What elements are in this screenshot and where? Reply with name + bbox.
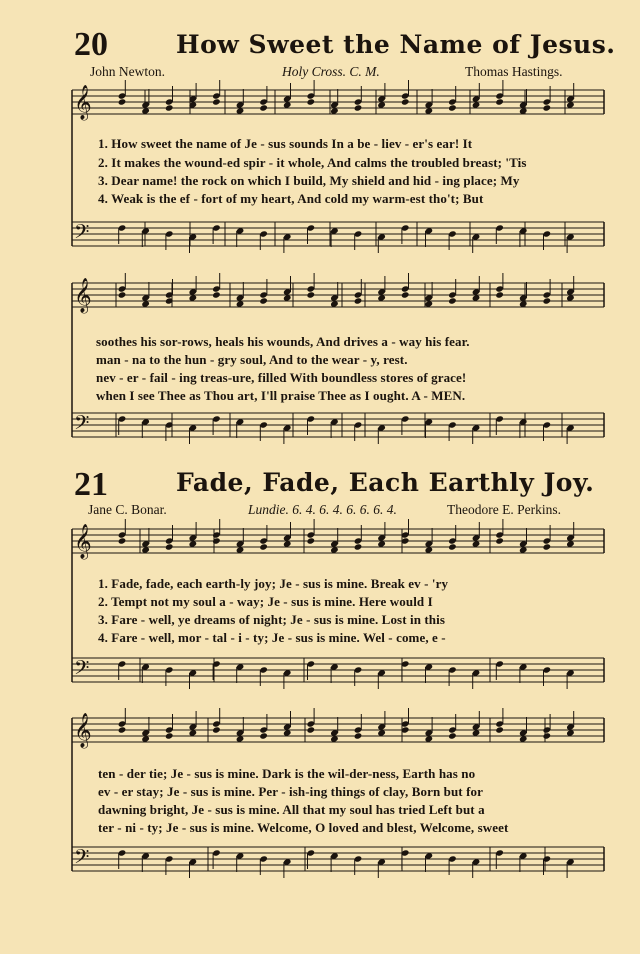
- h20-system2-note-head: [448, 297, 457, 304]
- h21-system1-note-head: [543, 543, 552, 550]
- hymn20-composer: Thomas Hastings.: [465, 64, 563, 79]
- h21-system1-note-head: [259, 543, 268, 550]
- hymn21-verse3-b: dawning bright, Je - sus is mine. All that my soul has tried Left but a: [98, 802, 485, 817]
- h21-system2-note-head: [118, 726, 127, 733]
- h21-system1-note-head: [212, 537, 221, 544]
- hymn20-verse1-a: 1. How sweet the name of Je - sus sounds In a be - liev - er's ear! It: [98, 136, 473, 151]
- hymn20-verse4-a: 4. Weak is the ef - fort of my heart, And cold my warm-est tho't; But: [98, 191, 484, 206]
- h20-system1-note-head: [212, 98, 221, 105]
- hymn-number-21: 21: [74, 466, 108, 503]
- hymn20-verse2-b: man - na to the hun - gry soul, And to the wear - y, rest.: [96, 352, 408, 367]
- hymn21-verse3-a: 3. Fare - well, ye dreams of night; Je - sus is mine. Lost in this: [98, 612, 445, 627]
- h20-system1-note-head: [118, 98, 127, 105]
- h20-system1-note-head: [495, 98, 504, 105]
- hymn-title-20: How Sweet the Name of Jesus.: [176, 30, 616, 59]
- h20-system1-note-head: [165, 104, 174, 111]
- hymn21-tune: Lundie. 6. 4. 6. 4. 6. 6. 6. 4.: [248, 502, 397, 517]
- h20-system1-note-head: [354, 104, 363, 111]
- h21-system2-bass-clef-icon: 𝄢: [74, 845, 90, 873]
- hymn21-verse4-a: 4. Fare - well, mor - tal - i - ty; Je - sus is mine. Wel - come, e -: [98, 630, 446, 645]
- hymn21-verse2-b: ev - er stay; Je - sus is mine. Per - ish-ing things of clay, Born but for: [98, 784, 483, 799]
- hymn21-composer: Theodore E. Perkins.: [447, 502, 561, 517]
- h21-system2-note-head: [212, 726, 221, 733]
- hymn21-verse1-a: 1. Fade, fade, each earth-ly joy; Je - sus is mine. Break ev - 'ry: [98, 576, 449, 591]
- hymn20-author: John Newton.: [90, 64, 165, 79]
- hymn-title-21: Fade, Fade, Each Earthly Joy.: [176, 468, 595, 497]
- hymn21-author: Jane C. Bonar.: [88, 502, 167, 517]
- h21-system1-note-head: [118, 537, 127, 544]
- h20-system1-note-head: [543, 104, 552, 111]
- h20-system2-note-head: [118, 291, 127, 298]
- h20-system1-note-head: [259, 104, 268, 111]
- h20-system2-note-head: [401, 291, 410, 298]
- h20-system1-bass-clef-icon: 𝄢: [74, 220, 90, 248]
- h21-system2-treble-clef-icon: 𝄞: [74, 713, 92, 748]
- h21-system1-note-head: [307, 537, 316, 544]
- h21-system1-note-head: [354, 543, 363, 550]
- h21-system2-note-head: [165, 732, 174, 739]
- h21-system1-bass-clef-icon: 𝄢: [74, 656, 90, 684]
- hymn20-verse3-a: 3. Dear name! the rock on which I build, My shield and hid - ing place; My: [98, 173, 520, 188]
- h21-system2-note-head: [495, 726, 504, 733]
- h20-system2-bass-clef-icon: 𝄢: [74, 411, 90, 439]
- hymn20-verse4-b: when I see Thee as Thou art, I'll praise Thee as I ought. A - MEN.: [96, 388, 466, 403]
- h20-system1-note-head: [448, 104, 457, 111]
- h21-system1-note-head: [165, 543, 174, 550]
- h20-system2-treble-clef-icon: 𝄞: [74, 278, 92, 313]
- hymn21-verse4-b: ter - ni - ty; Je - sus is mine. Welcome, O loved and blest, Welcome, sweet: [98, 820, 509, 835]
- h20-system2-note-head: [307, 291, 316, 298]
- h21-system2-note-head: [543, 732, 552, 739]
- h20-system2-note-head: [259, 297, 268, 304]
- h21-system2-note-head: [259, 732, 268, 739]
- hymn21-verse2-a: 2. Tempt not my soul a - way; Je - sus is mine. Here would I: [98, 594, 433, 609]
- h20-system2-note-head: [354, 297, 363, 304]
- h21-system1-note-head: [448, 543, 457, 550]
- h21-system2-note-head: [307, 726, 316, 733]
- h20-system2-note-head: [543, 297, 552, 304]
- h20-system1-treble-clef-icon: 𝄞: [74, 85, 92, 120]
- hymn20-verse1-b: soothes his sor-rows, heals his wounds, And drives a - way his fear.: [96, 334, 470, 349]
- hymn-number-20: 20: [74, 26, 108, 63]
- hymn21-verse1-b: ten - der tie; Je - sus is mine. Dark is the wil-der-ness, Earth has no: [98, 766, 476, 781]
- h21-system1-treble-clef-icon: 𝄞: [74, 524, 92, 559]
- hymn20-verse2-a: 2. It makes the wound-ed spir - it whole, And calms the troubled breast; 'Tis: [98, 155, 527, 170]
- h21-system2-note-head: [354, 732, 363, 739]
- h20-system2-note-head: [495, 291, 504, 298]
- hymn20-verse3-b: nev - er - fail - ing treas-ure, filled With boundless stores of grace!: [96, 370, 467, 385]
- h20-system2-note-head: [212, 291, 221, 298]
- h20-system1-note-head: [401, 98, 410, 105]
- h21-system1-note-head: [495, 537, 504, 544]
- h21-system2-note-head: [448, 732, 457, 739]
- hymn20-tune: Holy Cross. C. M.: [282, 64, 380, 79]
- h20-system1-note-head: [307, 98, 316, 105]
